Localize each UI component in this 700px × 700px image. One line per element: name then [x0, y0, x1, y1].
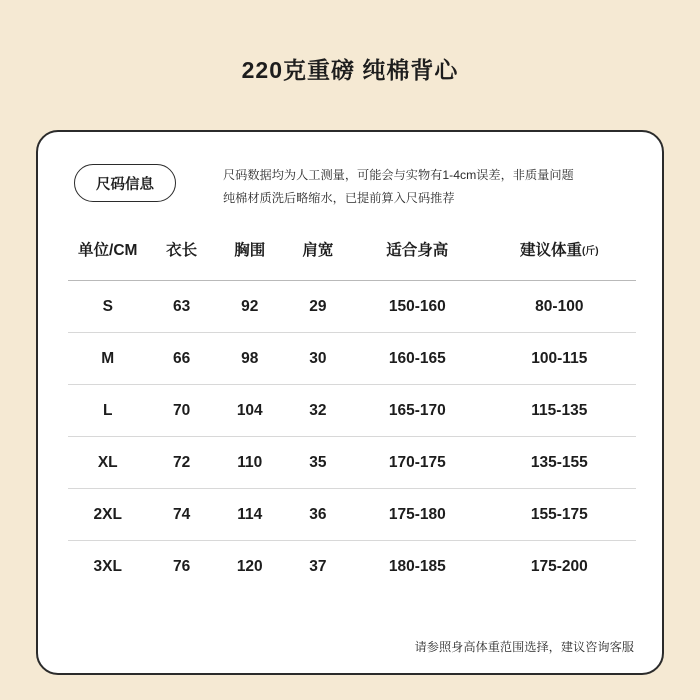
- header-weight: [483, 228, 636, 281]
- header-height: 适合身高: [386, 242, 449, 259]
- cell-bust: 120: [236, 557, 263, 575]
- cell-weight: 80-100: [535, 297, 584, 315]
- header-weight-unit: (斤): [581, 246, 599, 257]
- cell-shoulder: 30: [309, 349, 327, 367]
- header-bust: 胸围: [234, 242, 266, 259]
- cell-size: L: [103, 401, 113, 419]
- cell-bust: 92: [241, 297, 259, 315]
- measurement-note-line-1: 尺码数据均为人工测量，可能会与实物有1-4cm误差，非质量问题: [223, 168, 574, 182]
- cell-length: 70: [172, 401, 191, 419]
- cell-length: 74: [172, 505, 191, 523]
- page-title: 220克重磅 纯棉背心: [241, 57, 459, 83]
- cell-height: 170-175: [388, 453, 446, 471]
- cell-weight: 155-175: [530, 505, 588, 523]
- table-row: [68, 541, 636, 593]
- table-row: [68, 489, 636, 541]
- cell-size: XL: [97, 453, 118, 471]
- cell-length: 76: [172, 557, 191, 575]
- cell-shoulder: 36: [309, 505, 327, 523]
- header-shoulder: 肩宽: [302, 242, 334, 259]
- cell-shoulder: 35: [309, 453, 327, 471]
- cell-size: 2XL: [93, 505, 122, 523]
- cell-size: 3XL: [93, 557, 122, 575]
- footer-note: 请参照身高体重范围选择，建议咨询客服: [414, 640, 634, 654]
- size-table: [68, 228, 636, 592]
- header-weight-label: 建议体重: [519, 242, 582, 259]
- cell-height: 150-160: [388, 297, 446, 315]
- cell-weight: 100-115: [531, 349, 588, 367]
- cell-length: 63: [172, 297, 191, 315]
- cell-bust: 110: [237, 453, 263, 471]
- cell-size: S: [102, 297, 113, 315]
- cell-length: 66: [172, 349, 191, 367]
- cell-height: 165-170: [388, 401, 446, 419]
- header-unit: 单位/CM: [78, 242, 138, 259]
- cell-shoulder: 32: [309, 401, 327, 419]
- cell-shoulder: 29: [309, 297, 327, 315]
- cell-bust: 104: [236, 401, 263, 419]
- size-info-badge: 尺码信息: [74, 164, 176, 202]
- table-row: [68, 437, 636, 489]
- cell-height: 180-185: [388, 557, 446, 575]
- table-header-row: [68, 228, 636, 281]
- table-row: [68, 385, 636, 437]
- cell-bust: 114: [237, 505, 263, 523]
- cell-weight: 135-155: [530, 453, 588, 471]
- measurement-note: [223, 164, 643, 209]
- cell-shoulder: 37: [309, 557, 327, 575]
- cell-weight: 175-200: [530, 557, 588, 575]
- cell-weight: 115-135: [531, 401, 588, 419]
- cell-size: M: [101, 349, 115, 367]
- header-length: 衣长: [166, 242, 198, 259]
- cell-height: 175-180: [388, 505, 446, 523]
- cell-length: 72: [172, 453, 191, 471]
- measurement-note-line-2: 纯棉材质洗后略缩水，已提前算入尺码推荐: [223, 190, 455, 205]
- size-info-card: [36, 130, 664, 675]
- cell-bust: 98: [241, 349, 259, 367]
- table-row: [68, 281, 636, 333]
- cell-height: 160-165: [388, 349, 446, 367]
- table-row: [68, 333, 636, 385]
